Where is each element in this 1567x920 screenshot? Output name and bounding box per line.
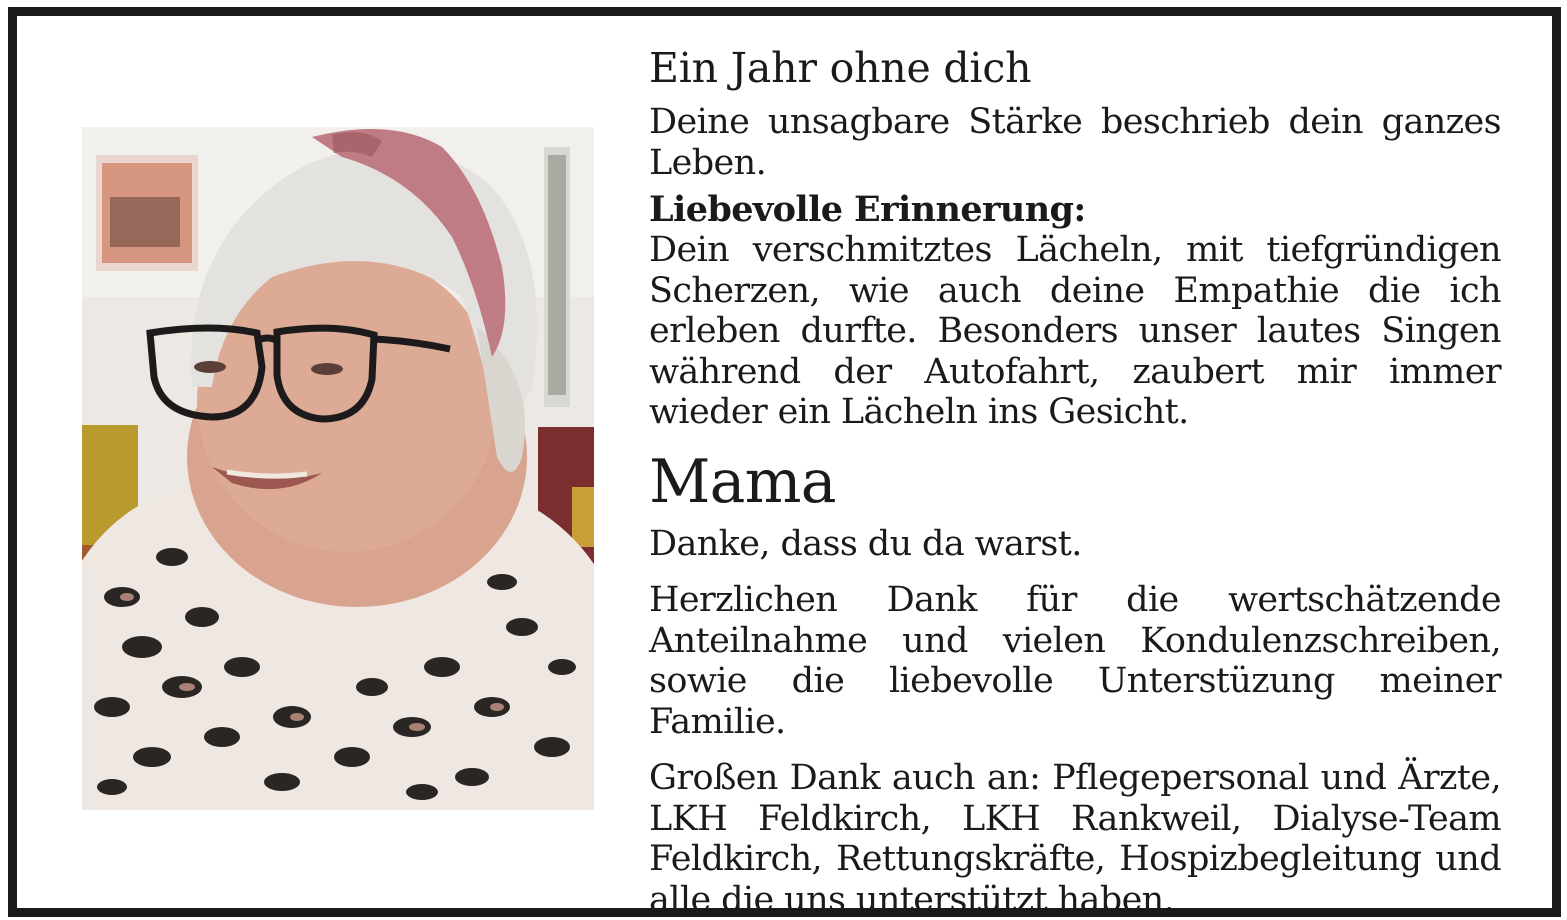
portrait-photo (82, 127, 594, 810)
obituary-notice (8, 7, 1561, 920)
memory-heading: Liebevolle Erinnerung: (649, 189, 1086, 230)
thanks-long: Herzlichen Dank für die wertschätzende Anteilnahme und vielen Kondulenzschreiben, sowie die liebevolle Unterstüzung meiner Familie. (649, 580, 1501, 742)
thanks-staff: Großen Dank auch an: Pflegepersonal und Ärzte, LKH Feldkirch, LKH Rankweil, Dialyse-Team Feldkirch, Rettungskräfte, Hospizbegleitung und alle die uns unterstützt haben. (649, 758, 1501, 920)
notice-text-column (649, 44, 1501, 920)
memory-text: Dein verschmitztes Lächeln, mit tiefgründigen Scherzen, wie auch deine Empathie die ich erleben durfte. Besonders unser lautes Singen während der Autofahrt, zaubert mir immer wieder ein Lächeln ins Gesicht. (649, 230, 1501, 432)
intro-text: Deine unsagbare Stärke beschrieb dein ganzes Leben. (649, 102, 1501, 183)
notice-heading: Ein Jahr ohne dich (649, 44, 1032, 92)
thanks-short: Danke, dass du da warst. (649, 523, 1082, 564)
deceased-name: Mama (649, 446, 836, 517)
